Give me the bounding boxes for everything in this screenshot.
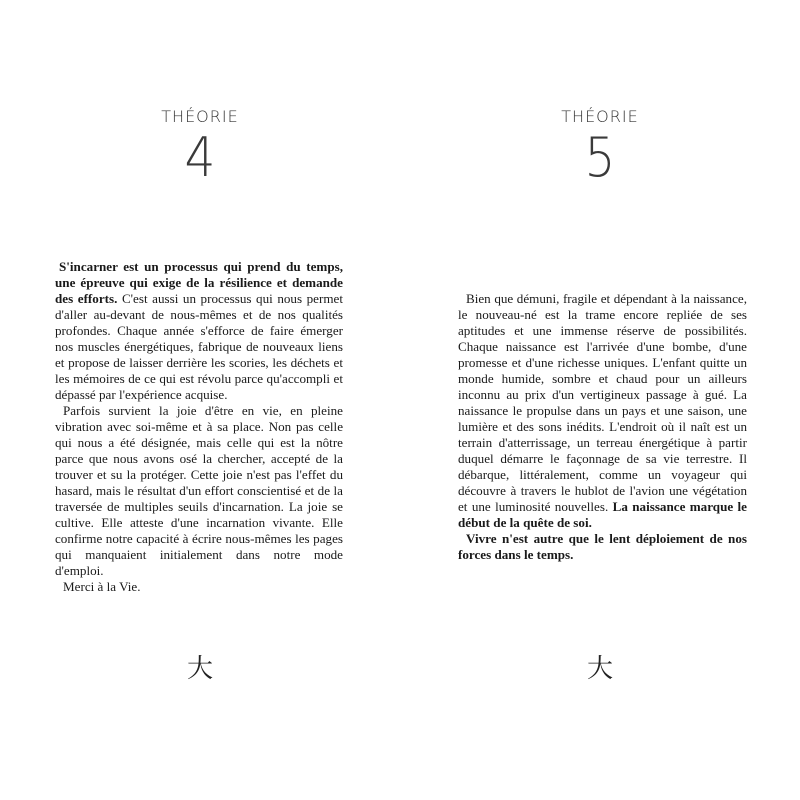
left-paragraph-2-text: Parfois survient la joie d'être en vie, en pleine vibration avec soi-même et à sa place. Non pas celle qui nous a été désignée, mais celle qui est la nôtre parce que nous avons osé la chercher, accepté de la trouver et su la protéger. Cette joie n'est pas l'effet du hasard, mais le résultat d'un effort conscientisé et de la traversée de multiples seuils d'incarnation. La joie se cultive. Elle atteste d'une incarnation vivante. Elle confirme notre capacité à écrire nous-mêmes les pages qui manquaient initialement dans notre mode d'emploi. [55, 403, 343, 578]
left-kanji-icon: 大 [186, 654, 213, 684]
left-chapter-heading: THÉORIE [161, 107, 239, 126]
right-paragraph-1-text: Bien que démuni, fragile et dépendant à la naissance, le nouveau-né est la trame encore repliée de ses aptitudes et une immense réserve de possibilités. Chaque naissance est l'arrivée d'une bombe, d'une promesse et d'une richesse uniques. L'enfant quitte un monde humide, sombre et chaud pour un ailleurs inconnu au prix d'un vertigineux passage à gué. La naissance le propulse dans un pays et une saison, une lumière et des sons inédits. L'endroit où il naît est un terrain d'atterrissage, un terreau énergétique à partir duquel démarre le façonnage de sa vie terrestre. Il débarque, littéralement, comme un voyageur qui découvre à travers le hublot de l'avion une végétation et une luminosité nouvelles. [458, 291, 747, 514]
left-paragraph-3 [55, 579, 343, 595]
left-body-text [55, 259, 343, 595]
left-paragraph-3-text: Merci à la Vie. [63, 579, 141, 594]
right-paragraph-2-bold: Vivre n'est autre que le lent déploiement de nos forces dans le temps. [458, 531, 747, 562]
right-body-text [458, 291, 747, 563]
left-chapter-number: 4 [184, 126, 216, 189]
left-paragraph-2 [55, 403, 343, 579]
right-paragraph-2 [458, 531, 747, 563]
right-page [400, 0, 800, 800]
left-paragraph-1-text: C'est aussi un processus qui nous permet d'aller au-devant de nous-mêmes et de nos qualités profondes. Chaque année s'efforce de faire émerger nos muscles énergétiques, fabrique de nouveaux liens et propose de laisser derrière les scories, les déchets et les mémoires de ce qui est révolu parce qu'accompli et dépassé par l'expérience acquise. [55, 291, 343, 402]
left-paragraph-1-bold: S'incarner est un processus qui prend du temps, une épreuve qui exige de la résilience et demande des efforts. [55, 259, 343, 306]
right-paragraph-1 [458, 291, 747, 531]
left-paragraph-1 [55, 259, 343, 403]
right-chapter-number: 5 [584, 126, 616, 189]
right-kanji-icon: 大 [586, 654, 613, 684]
right-chapter-heading: THÉORIE [561, 107, 639, 126]
right-paragraph-1-bold: La naissance marque le début de la quête de soi. [458, 499, 747, 530]
